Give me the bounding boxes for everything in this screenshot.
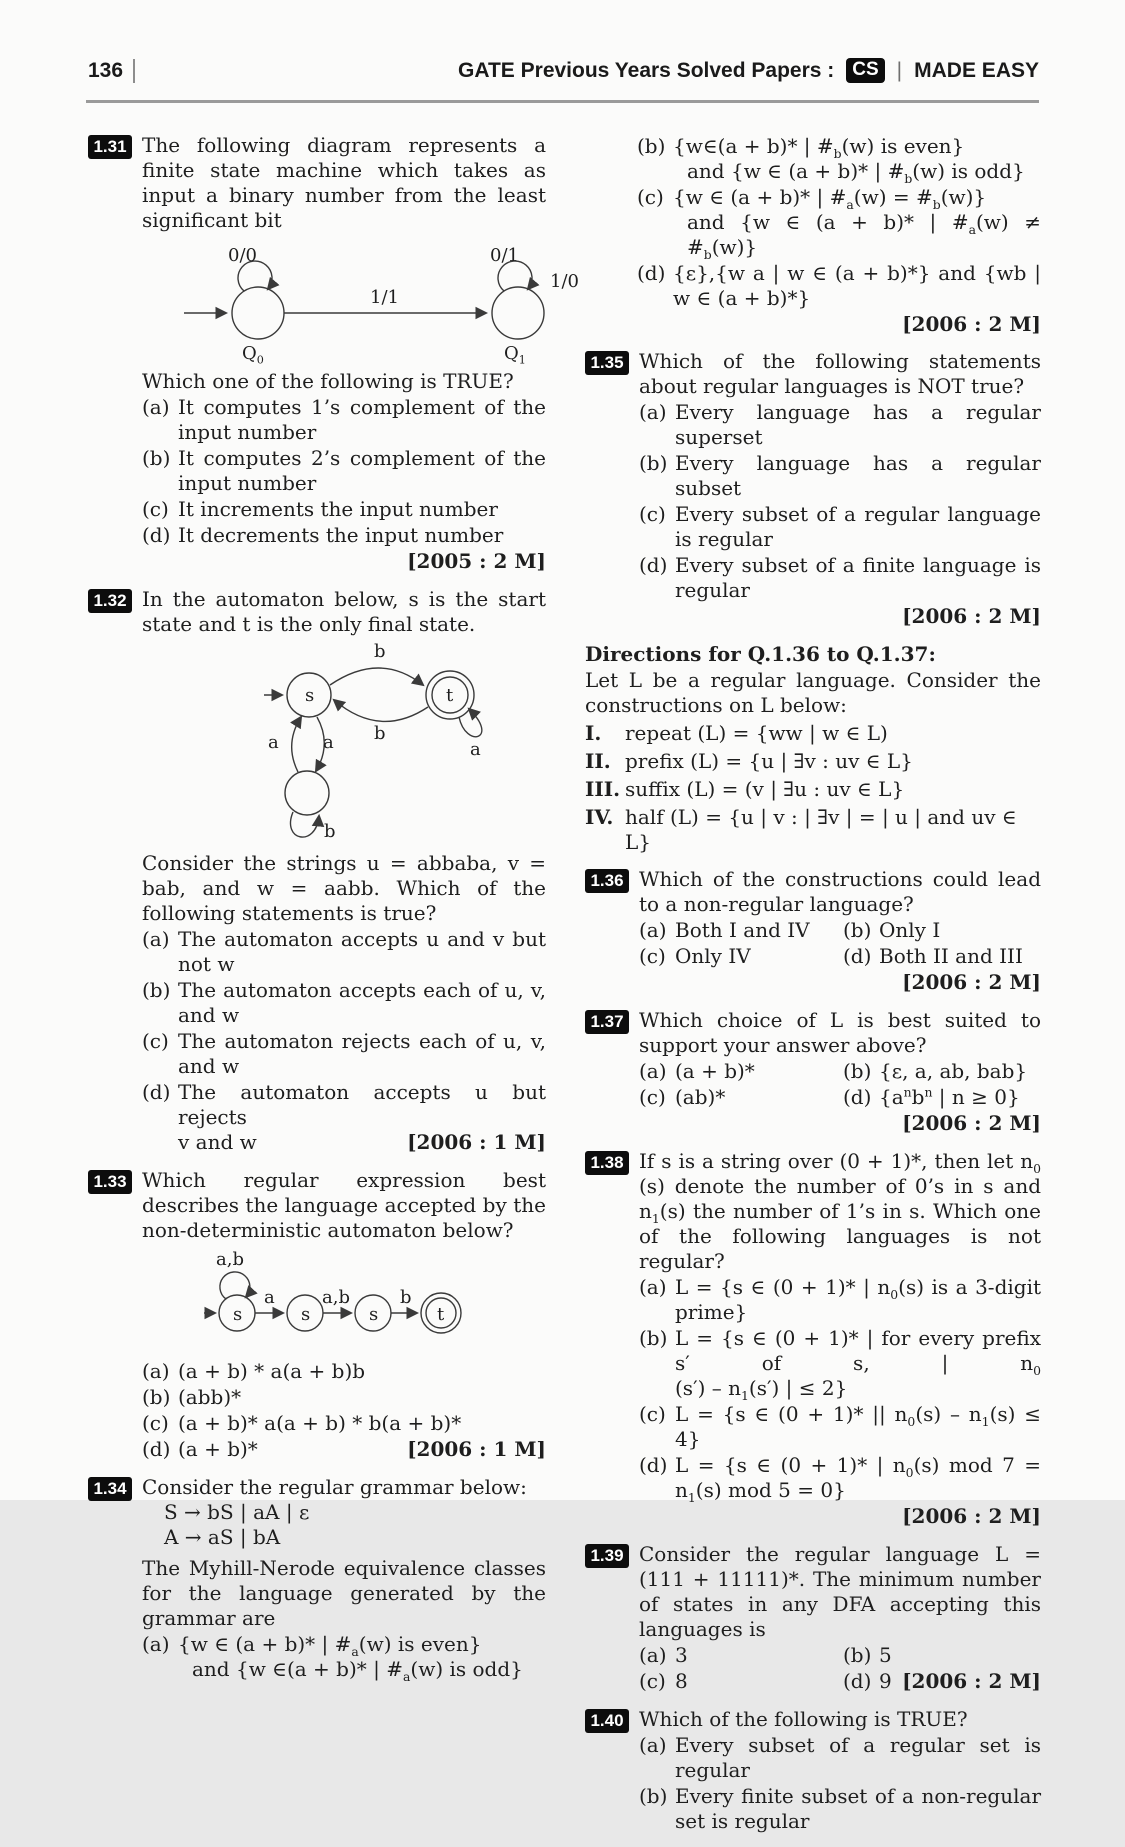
question-1-35 — [585, 349, 1041, 629]
header-title: GATE Previous Years Solved Papers : — [458, 58, 835, 82]
option-text: The automaton rejects each of u, v, and w — [178, 1029, 546, 1078]
right-column — [585, 133, 1041, 1847]
option-label: (d) — [142, 1437, 171, 1461]
option-b — [639, 1784, 1041, 1834]
state-label-s1: s — [233, 1304, 243, 1325]
question-text: Which of the constructions could lead to a non-regular language? — [639, 867, 1041, 916]
option-a — [142, 395, 546, 445]
header-left — [88, 59, 135, 83]
option-text-line1: The automaton accepts u but rejects — [178, 1080, 546, 1129]
question-number-badge: 1.35 — [585, 351, 629, 375]
option-text-line2: $(s') - n_1(s')$ | ≤ 2} — [675, 1376, 848, 1403]
option-label: (c) — [639, 944, 666, 968]
question-body — [639, 349, 1041, 629]
state-label-s: s — [305, 685, 315, 706]
option-text — [673, 185, 1041, 260]
edge-label-b: b — [400, 1287, 412, 1308]
construction-ii — [585, 749, 1041, 774]
option-c — [142, 497, 546, 522]
option-text: {ε, a, ab, bab} — [879, 1059, 1028, 1083]
fsm-diagram-1-31 — [170, 243, 579, 367]
question-text: Which of the following statements about regular languages is NOT true? — [639, 349, 1041, 398]
directions-title: Directions for Q.1.36 to Q.1.37: — [585, 642, 936, 666]
brand-name: MADE EASY — [914, 58, 1039, 82]
question-body — [142, 133, 579, 574]
option-text: Every language has a regular superset — [675, 400, 1041, 449]
option-text-value: 9 — [879, 1669, 892, 1693]
option-text: It computes 1’s complement of the input number — [178, 395, 546, 444]
option-text: Every language has a regular subset — [675, 451, 1041, 500]
option-label: (a) — [639, 918, 667, 942]
question-text: The Myhill-Nerode equivalence classes for the language generated by the grammar are — [142, 1556, 546, 1630]
option-text: Every subset of a regular set is regular — [675, 1733, 1041, 1782]
option-a — [639, 1059, 837, 1084]
edge-label-b-top: b — [374, 641, 386, 662]
state-label-t: t — [446, 685, 454, 706]
question-1-34-continued — [637, 134, 1041, 337]
option-label: (b) — [142, 978, 171, 1002]
option-label: (c) — [142, 1411, 169, 1435]
option-d — [142, 1437, 546, 1462]
construction-label: III. — [585, 777, 621, 801]
marks-tag: [2006 : 1 M] — [407, 1437, 546, 1461]
option-label: (a) — [639, 1643, 667, 1667]
question-1-31 — [88, 133, 579, 574]
option-b — [843, 1059, 1041, 1084]
construction-label: II. — [585, 749, 611, 773]
option-a — [142, 1632, 546, 1682]
directions-block — [585, 642, 1041, 855]
option-label: (a) — [142, 927, 170, 951]
question-body — [639, 1149, 1041, 1529]
grammar-line-1: S → bS | aA | ε — [164, 1500, 310, 1524]
question-body — [142, 1475, 546, 1682]
construction-text: half (L) = {u | v : | ∃v | = | u | and uv ∈ L} — [625, 805, 1017, 854]
question-number-badge: 1.38 — [585, 1151, 629, 1175]
option-text: Every subset of a finite language is regular — [675, 553, 1041, 602]
question-1-34 — [88, 1475, 546, 1682]
construction-iii — [585, 777, 1041, 802]
question-1-39 — [585, 1542, 1041, 1694]
option-text — [673, 134, 1041, 184]
automaton-diagram-1-32 — [262, 641, 552, 847]
option-text: 3 — [675, 1643, 688, 1667]
option-label: (d) — [843, 1085, 872, 1109]
option-text: It increments the input number — [178, 497, 498, 521]
edge-label-ab: a,b — [322, 1287, 350, 1308]
option-label: (b) — [142, 446, 171, 470]
option-label: (b) — [637, 134, 666, 158]
option-text: It decrements the input number — [178, 523, 504, 547]
question-1-33 — [88, 1168, 546, 1462]
option-text: It computes 2’s complement of the input number — [178, 446, 546, 495]
option-label: (c) — [639, 1085, 666, 1109]
option-text: L = {s ∈ (0 + 1)* | $n_0(s)$ is a 3-digit prime} — [675, 1275, 1042, 1324]
header-right — [458, 58, 1039, 83]
option-label: (d) — [639, 553, 668, 577]
question-number-badge: 1.33 — [88, 1170, 132, 1194]
options-grid — [639, 1642, 1041, 1694]
question-text: The following diagram represents a finite state machine which takes as input a binary number from the least significant bit — [142, 133, 546, 232]
header-separator: | — [896, 58, 903, 82]
question-text: In the automaton below, s is the start state and t is the only final state. — [142, 587, 546, 636]
option-label: (b) — [843, 1643, 872, 1667]
left-column — [88, 133, 579, 1695]
state-label-q0: $Q_0$ — [242, 343, 264, 367]
option-text: 5 — [879, 1643, 892, 1667]
question-body — [639, 867, 1041, 995]
construction-label: IV. — [585, 805, 614, 829]
grammar-line-2: A → aS | bA — [164, 1525, 281, 1549]
directions-body: Let L be a regular language. Consider the constructions on L below: — [585, 668, 1041, 717]
question-number-badge: 1.37 — [585, 1010, 629, 1034]
option-a — [639, 400, 1041, 450]
construction-text: repeat (L) = {ww | w ∈ L) — [625, 721, 888, 745]
edge-label-a-loop-t: a — [470, 739, 481, 760]
option-text — [178, 1632, 546, 1682]
question-body — [639, 1542, 1041, 1694]
option-b — [142, 446, 546, 496]
edge-label-a: a — [264, 1287, 275, 1308]
option-label: (a) — [142, 1359, 170, 1383]
option-text: Only IV — [675, 944, 751, 968]
construction-text: suffix (L) = (v | ∃u : uv ∈ L} — [625, 777, 905, 801]
option-c — [639, 1402, 1041, 1452]
option-label: (a) — [142, 1632, 170, 1656]
option-b — [639, 1326, 1041, 1401]
option-text-line1: {w ∈ (a + b)* | $\#_a(w)$ is even} — [178, 1632, 482, 1659]
option-label: (c) — [637, 185, 664, 209]
option-text: (a + b)* — [675, 1059, 755, 1083]
option-label: (b) — [843, 1059, 872, 1083]
option-text: (a + b) * a(a + b)b — [178, 1359, 366, 1383]
question-text: If s is a string over (0 + 1)*, then let $n_0$ (s) denote the number of 0’s in s and $n_1(s)$ the number of 1’s in s. Which one of the following languages is not regular? — [639, 1149, 1041, 1273]
nfa-diagram-svg — [202, 1251, 502, 1351]
option-label: (b) — [639, 1784, 668, 1808]
state-label-q1: $Q_1$ — [504, 343, 526, 367]
edge-label-q0-q1: 1/1 — [370, 287, 399, 308]
header-rule — [86, 100, 1039, 103]
option-text-line1: L = {s ∈ (0 + 1)* | for every prefix s′ of s, | $n_0$ — [675, 1326, 1041, 1378]
option-text: (ab)* — [675, 1085, 726, 1109]
state-label-s3: s — [369, 1304, 379, 1325]
edge-label-b-loop: b — [324, 821, 336, 842]
option-b — [637, 134, 1041, 184]
option-text: {ε},{w a | w ∈ (a + b)*} and {wb | w ∈ (a + b)*} — [673, 261, 1041, 310]
question-body — [639, 1008, 1041, 1136]
option-text: Both I and IV — [675, 918, 810, 942]
question-text: Which of the following is TRUE? — [639, 1707, 968, 1731]
option-d — [843, 1669, 1041, 1694]
option-label: (a) — [639, 1733, 667, 1757]
option-b — [843, 918, 1041, 943]
edge-label-loop-q1-right: 1/0 — [550, 271, 579, 292]
option-a — [142, 927, 546, 977]
option-text: Both II and III — [879, 944, 1023, 968]
option-label: (d) — [843, 944, 872, 968]
option-d — [142, 523, 546, 548]
option-b — [843, 1643, 1041, 1668]
option-c — [639, 1085, 837, 1110]
option-label: (c) — [142, 1029, 169, 1053]
option-d — [637, 261, 1041, 311]
option-text-line2-row — [178, 1130, 546, 1155]
question-number-badge: 1.36 — [585, 869, 629, 893]
question-body — [142, 587, 546, 1155]
option-text: The automaton accepts u and v but not w — [178, 927, 546, 976]
option-d — [142, 1080, 546, 1155]
option-b — [142, 1385, 546, 1410]
option-text: (abb)* — [178, 1385, 242, 1409]
option-text-line1: {w∈(a + b)* | $\#_b(w)$ is even} — [673, 134, 965, 161]
marks-tag: [2006 : 2 M] — [902, 604, 1041, 628]
option-text: The automaton accepts each of u, v, and w — [178, 978, 546, 1027]
state-label-s2: s — [301, 1304, 311, 1325]
option-c — [142, 1029, 546, 1079]
edge-label-loop-q1-top: 0/1 — [490, 245, 519, 266]
option-label: (a) — [142, 395, 170, 419]
option-text-line2: and {w ∈ (a + b)* | $\#_b(w)$ is odd} — [687, 159, 1025, 186]
option-d — [843, 944, 1041, 969]
state-label-t: t — [437, 1304, 445, 1325]
question-number-badge: 1.32 — [88, 589, 132, 613]
question-1-32 — [88, 587, 546, 1155]
option-label: (a) — [639, 1059, 667, 1083]
edge-label-loop-q0: 0/0 — [228, 245, 257, 266]
option-b — [639, 451, 1041, 501]
marks-tag: [2006 : 2 M] — [902, 1504, 1041, 1528]
options-grid — [639, 917, 1041, 969]
option-text: Only I — [879, 918, 941, 942]
marks-tag: [2006 : 2 M] — [902, 970, 1041, 994]
question-text: Which choice of L is best suited to support your answer above? — [639, 1008, 1041, 1057]
option-text — [178, 1080, 546, 1155]
option-text: (a + b)* a(a + b) * b(a + b)* — [178, 1411, 462, 1435]
option-text: {$a^nb^n$ | n ≥ 0} — [879, 1084, 1020, 1109]
option-label: (a) — [639, 1275, 667, 1299]
page-number: 136 — [88, 58, 124, 82]
option-text-line1: {w ∈ (a + b)* | $\#_a(w)$ = $\#_b(w)$} — [673, 185, 987, 212]
marks-tag: [2006 : 1 M] — [407, 1130, 546, 1154]
option-text: Every subset of a regular language is regular — [675, 502, 1041, 551]
option-a — [639, 1643, 837, 1668]
edge-label-loop-ab: a,b — [216, 1249, 244, 1270]
option-a — [639, 1275, 1041, 1325]
construction-text: prefix (L) = {u | ∃v : uv ∈ L} — [625, 749, 913, 773]
option-c — [637, 185, 1041, 260]
option-label: (c) — [639, 1402, 666, 1426]
question-1-38 — [585, 1149, 1041, 1529]
option-text-line2: and {w ∈(a + b)* | $\#_a(w)$ is odd} — [192, 1657, 523, 1684]
option-a — [639, 918, 837, 943]
option-c — [639, 1669, 837, 1694]
option-d — [843, 1085, 1041, 1110]
marks-tag: [2006 : 2 M] — [902, 312, 1041, 336]
option-text: L = {s ∈ (0 + 1)* || $n_0(s) - n_1(s) \le 4$} — [675, 1402, 1041, 1451]
option-label: (b) — [639, 451, 668, 475]
option-text-value: (a + b)* — [178, 1437, 258, 1461]
option-label: (b) — [639, 1326, 668, 1350]
option-label: (d) — [142, 523, 171, 547]
question-body — [142, 1168, 546, 1462]
marks-tag: [2006 : 2 M] — [902, 1111, 1041, 1135]
option-label: (b) — [843, 918, 872, 942]
question-body — [639, 1707, 1041, 1834]
question-text: Consider the strings u = abbaba, v = bab, and w = aabb. Which of the following statements is true? — [142, 851, 546, 925]
option-text — [178, 1437, 546, 1462]
option-text-line2: v and w — [178, 1130, 257, 1154]
question-text: Which one of the following is TRUE? — [142, 369, 514, 393]
option-a — [639, 1733, 1041, 1783]
option-label: (d) — [637, 261, 666, 285]
marks-tag: [2005 : 2 M] — [407, 549, 546, 573]
option-text — [879, 1669, 1041, 1694]
automaton-diagram-svg — [262, 645, 552, 847]
option-label: (c) — [142, 497, 169, 521]
question-number-badge: 1.40 — [585, 1709, 629, 1733]
question-number-badge: 1.31 — [88, 135, 132, 159]
option-label: (b) — [142, 1385, 171, 1409]
cs-badge: CS — [846, 58, 884, 83]
option-label: (c) — [639, 1669, 666, 1693]
page-header — [88, 58, 1039, 83]
edge-label-a-right: a — [323, 732, 334, 753]
question-1-40 — [585, 1707, 1041, 1834]
option-d — [639, 1453, 1041, 1503]
construction-label: I. — [585, 721, 602, 745]
question-1-36 — [585, 867, 1041, 995]
construction-i — [585, 721, 1041, 746]
option-c — [142, 1411, 546, 1436]
question-text: Which regular expression best describes the language accepted by the non-deterministic automaton below? — [142, 1168, 546, 1242]
question-text: Consider the regular language L = (111 + 11111)*. The minimum number of states in any DFA accepting this languages is — [639, 1542, 1041, 1641]
option-text: Every finite subset of a non-regular set is regular — [675, 1784, 1041, 1833]
option-text: 8 — [675, 1669, 688, 1693]
option-label: (c) — [639, 502, 666, 526]
question-text: Consider the regular grammar below: — [142, 1475, 527, 1499]
nfa-diagram-1-33 — [202, 1251, 502, 1351]
edge-label-b-bottom: b — [374, 723, 386, 744]
marks-tag: [2006 : 2 M] — [902, 1669, 1041, 1693]
option-c — [639, 944, 837, 969]
option-c — [639, 502, 1041, 552]
option-text — [675, 1326, 1041, 1401]
option-label: (a) — [639, 400, 667, 424]
option-label: (d) — [639, 1453, 668, 1477]
option-text: L = {s ∈ (0 + 1)* | $n_0(s)$ mod $7 = n_1(s)$ mod 5 = 0} — [675, 1453, 1041, 1505]
header-divider — [133, 59, 135, 83]
option-d — [639, 553, 1041, 603]
option-label: (d) — [843, 1669, 872, 1693]
question-1-37 — [585, 1008, 1041, 1136]
option-label: (d) — [142, 1080, 171, 1104]
options-grid — [639, 1058, 1041, 1110]
option-text-line2: and {w ∈ (a + b)* | $\#_a(w)$ ≠ $\#_b(w)$} — [687, 210, 1042, 262]
option-b — [142, 978, 546, 1028]
question-number-badge: 1.39 — [585, 1544, 629, 1568]
option-a — [142, 1359, 546, 1384]
question-number-badge: 1.34 — [88, 1477, 132, 1501]
edge-label-a-left: a — [268, 732, 279, 753]
construction-iv — [585, 805, 1041, 855]
